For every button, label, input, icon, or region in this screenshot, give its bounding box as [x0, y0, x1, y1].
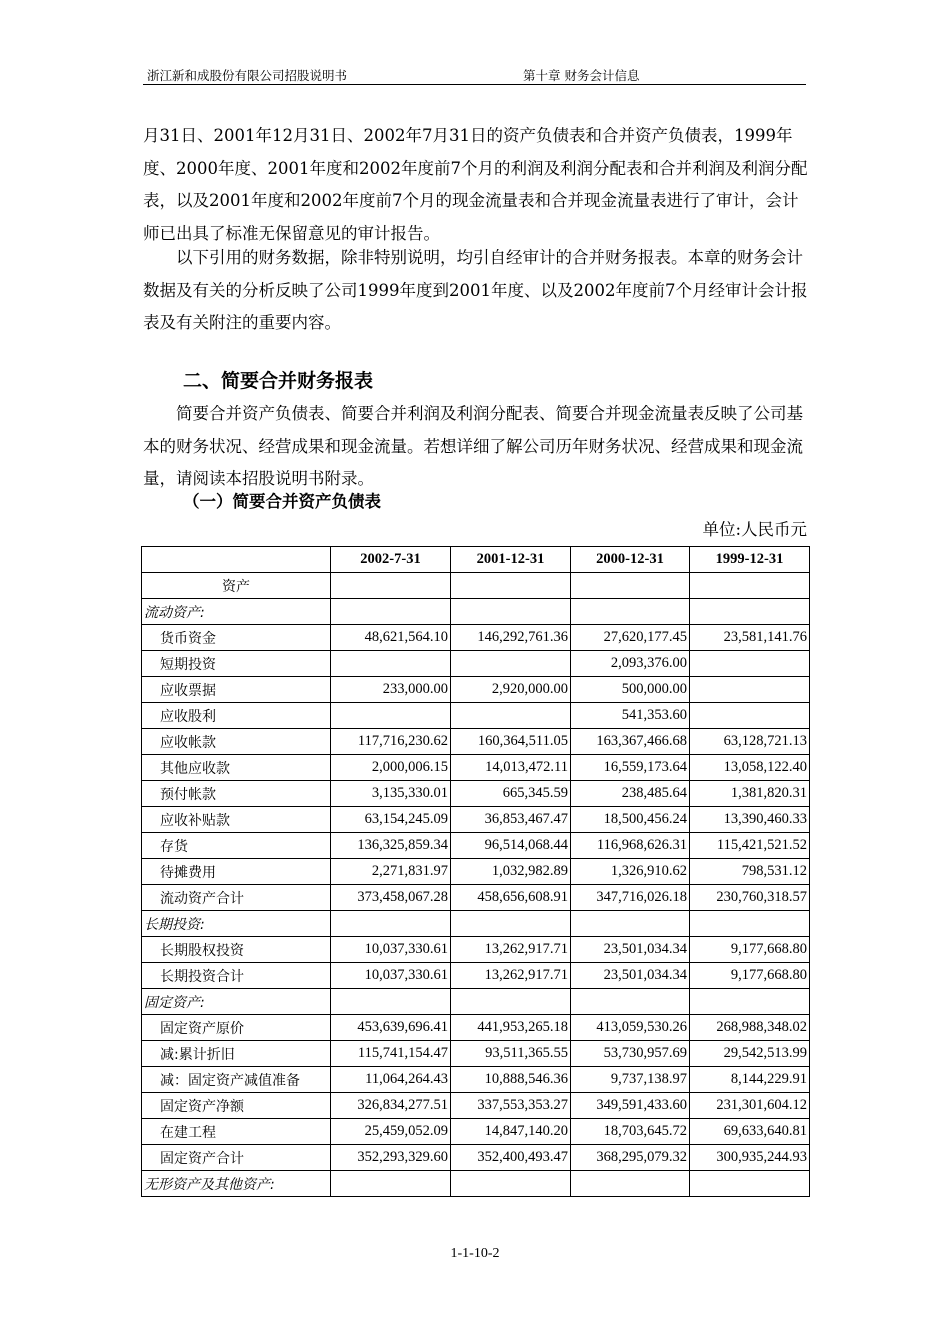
row-value	[331, 911, 451, 937]
row-value: 115,741,154.47	[331, 1041, 451, 1067]
row-value: 63,128,721.13	[690, 729, 810, 755]
table-row	[142, 807, 810, 833]
page-number: 1-1-10-2	[450, 1246, 500, 1261]
row-value	[571, 599, 690, 625]
row-value: 1,381,820.31	[690, 781, 810, 807]
row-value	[690, 677, 810, 703]
row-value: 115,421,521.52	[690, 833, 810, 859]
row-value	[571, 989, 690, 1015]
section-title: 二、简要合并财务报表	[183, 370, 374, 392]
balance-sheet-table	[141, 546, 810, 1197]
row-label: 固定资产净额	[142, 1093, 331, 1119]
table-row	[142, 1119, 810, 1145]
row-value: 96,514,068.44	[451, 833, 571, 859]
row-label: 待摊费用	[142, 859, 331, 885]
row-value: 413,059,530.26	[571, 1015, 690, 1041]
row-value: 9,177,668.80	[690, 963, 810, 989]
row-label: 短期投资	[142, 651, 331, 677]
row-value: 160,364,511.05	[451, 729, 571, 755]
row-value: 2,093,376.00	[571, 651, 690, 677]
row-value	[331, 703, 451, 729]
row-value	[451, 599, 571, 625]
table-row	[142, 1093, 810, 1119]
table-row	[142, 599, 810, 625]
row-value: 13,262,917.71	[451, 937, 571, 963]
row-value: 373,458,067.28	[331, 885, 451, 911]
row-value	[690, 703, 810, 729]
row-value: 23,501,034.34	[571, 963, 690, 989]
row-value	[571, 573, 690, 599]
row-label: 减:累计折旧	[142, 1041, 331, 1067]
row-value: 233,000.00	[331, 677, 451, 703]
row-value: 18,500,456.24	[571, 807, 690, 833]
row-value	[331, 989, 451, 1015]
row-value: 238,485.64	[571, 781, 690, 807]
row-label: 长期投资:	[142, 911, 331, 937]
row-label: 资产	[142, 573, 331, 599]
row-value: 268,988,348.02	[690, 1015, 810, 1041]
row-value	[690, 599, 810, 625]
row-value: 117,716,230.62	[331, 729, 451, 755]
row-value	[331, 1171, 451, 1197]
row-value: 9,737,138.97	[571, 1067, 690, 1093]
row-value: 163,367,466.68	[571, 729, 690, 755]
table-row	[142, 833, 810, 859]
table-row	[142, 651, 810, 677]
row-value: 10,888,546.36	[451, 1067, 571, 1093]
row-value: 541,353.60	[571, 703, 690, 729]
table-row	[142, 989, 810, 1015]
header-chapter: 第十章 财务会计信息	[523, 68, 640, 83]
row-value: 16,559,173.64	[571, 755, 690, 781]
row-value	[690, 651, 810, 677]
header-company: 浙江新和成股份有限公司招股说明书	[147, 68, 348, 83]
row-label: 长期投资合计	[142, 963, 331, 989]
header-col-2000: 2000-12-31	[571, 547, 690, 573]
row-value: 458,656,608.91	[451, 885, 571, 911]
row-value: 453,639,696.41	[331, 1015, 451, 1041]
row-value: 3,135,330.01	[331, 781, 451, 807]
row-value: 231,301,604.12	[690, 1093, 810, 1119]
row-value: 116,968,626.31	[571, 833, 690, 859]
row-label: 无形资产及其他资产:	[142, 1171, 331, 1197]
row-label: 应收股利	[142, 703, 331, 729]
row-value: 352,400,493.47	[451, 1145, 571, 1171]
row-value: 23,501,034.34	[571, 937, 690, 963]
row-value: 146,292,761.36	[451, 625, 571, 651]
row-value	[331, 651, 451, 677]
row-label: 应收帐款	[142, 729, 331, 755]
table-row	[142, 703, 810, 729]
table-row	[142, 885, 810, 911]
row-value: 10,037,330.61	[331, 963, 451, 989]
row-value: 230,760,318.57	[690, 885, 810, 911]
row-value: 53,730,957.69	[571, 1041, 690, 1067]
table-row	[142, 911, 810, 937]
row-label: 固定资产原价	[142, 1015, 331, 1041]
row-value: 368,295,079.32	[571, 1145, 690, 1171]
table-row	[142, 1145, 810, 1171]
row-value: 500,000.00	[571, 677, 690, 703]
row-value	[451, 651, 571, 677]
subsection-title: （一）简要合并资产负债表	[183, 492, 381, 511]
row-value	[690, 573, 810, 599]
row-value: 337,553,353.27	[451, 1093, 571, 1119]
paragraph-data-source: 以下引用的财务数据，除非特别说明，均引自经审计的合并财务报表。本章的财务会计数据及有关的分析反映了公司1999年度到2001年度、以及2002年度前7个月经审计会计报表及有关附注的重要内容。	[143, 248, 808, 332]
table-row	[142, 625, 810, 651]
row-value: 93,511,365.55	[451, 1041, 571, 1067]
table-row	[142, 755, 810, 781]
row-value: 63,154,245.09	[331, 807, 451, 833]
row-value: 9,177,668.80	[690, 937, 810, 963]
row-label: 存货	[142, 833, 331, 859]
table-row	[142, 859, 810, 885]
row-label: 预付帐款	[142, 781, 331, 807]
paragraph-audit: 月31日、2001年12月31日、2002年7月31日的资产负债表和合并资产负债表，1999年度、2000年度、2001年度和2002年度前7个月的利润及利润分配表和合并利润及利润分配表，以及2001年度和2002年度前7个月的现金流量表和合并现金流量表进行了审计，会计师已出具了标准无保留意见的审计报告。	[143, 126, 808, 243]
row-value	[451, 911, 571, 937]
table-row	[142, 1041, 810, 1067]
row-value: 13,262,917.71	[451, 963, 571, 989]
row-label: 应收票据	[142, 677, 331, 703]
row-label: 货币资金	[142, 625, 331, 651]
header-item	[142, 547, 331, 573]
row-value: 36,853,467.47	[451, 807, 571, 833]
table-row	[142, 937, 810, 963]
row-value: 349,591,433.60	[571, 1093, 690, 1119]
row-label: 固定资产:	[142, 989, 331, 1015]
row-label: 长期股权投资	[142, 937, 331, 963]
row-value	[331, 599, 451, 625]
row-value: 1,326,910.62	[571, 859, 690, 885]
row-value: 14,847,140.20	[451, 1119, 571, 1145]
row-value: 300,935,244.93	[690, 1145, 810, 1171]
table-row	[142, 1171, 810, 1197]
row-value: 2,920,000.00	[451, 677, 571, 703]
row-value: 1,032,982.89	[451, 859, 571, 885]
row-label: 应收补贴款	[142, 807, 331, 833]
row-value: 23,581,141.76	[690, 625, 810, 651]
row-value: 29,542,513.99	[690, 1041, 810, 1067]
row-label: 其他应收款	[142, 755, 331, 781]
row-value: 14,013,472.11	[451, 755, 571, 781]
row-value	[690, 1171, 810, 1197]
table-row	[142, 781, 810, 807]
row-value: 48,621,564.10	[331, 625, 451, 651]
row-value: 69,633,640.81	[690, 1119, 810, 1145]
header-col-2002: 2002-7-31	[331, 547, 451, 573]
row-value: 798,531.12	[690, 859, 810, 885]
row-label: 在建工程	[142, 1119, 331, 1145]
table-row	[142, 573, 810, 599]
row-label: 流动资产合计	[142, 885, 331, 911]
row-value: 2,271,831.97	[331, 859, 451, 885]
row-value	[451, 989, 571, 1015]
row-value: 326,834,277.51	[331, 1093, 451, 1119]
row-value	[690, 911, 810, 937]
table-row	[142, 963, 810, 989]
header-col-2001: 2001-12-31	[451, 547, 571, 573]
row-value: 11,064,264.43	[331, 1067, 451, 1093]
row-value: 25,459,052.09	[331, 1119, 451, 1145]
row-value	[690, 989, 810, 1015]
row-label: 固定资产合计	[142, 1145, 331, 1171]
table-row	[142, 677, 810, 703]
row-value: 13,058,122.40	[690, 755, 810, 781]
table-row	[142, 1067, 810, 1093]
row-value: 665,345.59	[451, 781, 571, 807]
row-value	[451, 1171, 571, 1197]
unit-label: 单位:人民币元	[702, 520, 807, 539]
row-value: 18,703,645.72	[571, 1119, 690, 1145]
row-value	[331, 573, 451, 599]
row-value: 27,620,177.45	[571, 625, 690, 651]
row-label: 流动资产:	[142, 599, 331, 625]
row-value: 13,390,460.33	[690, 807, 810, 833]
header-col-1999: 1999-12-31	[690, 547, 810, 573]
row-value: 2,000,006.15	[331, 755, 451, 781]
row-value: 136,325,859.34	[331, 833, 451, 859]
row-value: 8,144,229.91	[690, 1067, 810, 1093]
paragraph-summary: 简要合并资产负债表、简要合并利润及利润分配表、简要合并现金流量表反映了公司基本的财务状况、经营成果和现金流量。若想详细了解公司历年财务状况、经营成果和现金流量，请阅读本招股说明书附录。	[143, 404, 803, 488]
row-value	[571, 1171, 690, 1197]
table-row	[142, 1015, 810, 1041]
page-header	[143, 62, 806, 85]
row-value: 10,037,330.61	[331, 937, 451, 963]
row-value	[451, 573, 571, 599]
row-label: 减：固定资产减值准备	[142, 1067, 331, 1093]
row-value	[451, 703, 571, 729]
table-header-row	[142, 547, 810, 573]
row-value: 352,293,329.60	[331, 1145, 451, 1171]
row-value: 347,716,026.18	[571, 885, 690, 911]
row-value: 441,953,265.18	[451, 1015, 571, 1041]
row-value	[571, 911, 690, 937]
table-row	[142, 729, 810, 755]
